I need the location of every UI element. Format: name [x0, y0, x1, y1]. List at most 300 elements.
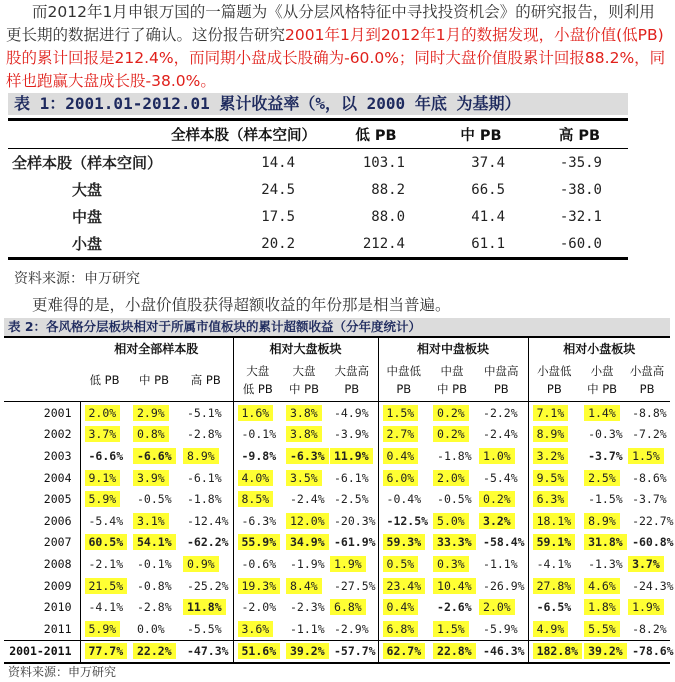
- table2-year: 2003: [43, 448, 72, 463]
- table2-value: 9.1%: [85, 470, 121, 486]
- table2-value: -2.9%: [334, 621, 369, 636]
- table1-header-all: 全样本股（样本空间）: [171, 128, 316, 144]
- cumulative-return-table: [8, 118, 628, 260]
- table2-value: 6.8%: [383, 621, 419, 637]
- table2-cell: [326, 424, 378, 446]
- table1-cell: -38.0: [559, 181, 602, 198]
- table2-cell: [378, 618, 429, 640]
- table2-cell: [282, 640, 326, 663]
- table2-title: 表 2：各风格分层板块相对于所属市值板块的累计超额收益（分年度统计）: [4, 318, 670, 336]
- table2-cell: [378, 488, 429, 510]
- table2-value: 23.4%: [383, 578, 426, 594]
- table2-cell: [80, 510, 129, 532]
- table2-value: 0.0%: [137, 621, 165, 636]
- table2-cell: [80, 488, 129, 510]
- table1-row: [8, 203, 628, 230]
- table2-year: 2002: [43, 427, 72, 442]
- table2-cell: [624, 618, 670, 640]
- table2-cell: [80, 532, 129, 554]
- table2-cell: [326, 618, 378, 640]
- table2-value: -3.7%: [632, 492, 667, 507]
- table2-value: 39.2%: [584, 643, 627, 659]
- table2-column-header: 低 PB: [89, 372, 120, 387]
- table2-cell: [429, 510, 475, 532]
- table2-cell: [580, 445, 624, 467]
- table2-cell: [429, 532, 475, 554]
- table2-cell: [129, 445, 179, 467]
- table2-value: 3.2%: [533, 448, 569, 464]
- table2-cell: [326, 510, 378, 532]
- table2-value: 4.6%: [584, 578, 620, 594]
- table2-value: 1.9%: [628, 599, 664, 615]
- table2-value: 11.9%: [330, 448, 373, 464]
- table2-value: 1.9%: [330, 556, 366, 572]
- table2-value: 1.6%: [238, 405, 274, 421]
- table2-year: 2009: [43, 578, 72, 593]
- table2-cell: [528, 575, 580, 597]
- table2-value: -78.6%: [632, 644, 674, 659]
- table2-cell: [624, 553, 670, 575]
- table2-value: -6.1%: [187, 470, 222, 485]
- table2-cell: [179, 575, 233, 597]
- table2-cell: [378, 553, 429, 575]
- table2-value: 60.5%: [85, 534, 128, 550]
- table2-column-header: 中盘 中 PB: [437, 363, 468, 396]
- table2-value: -6.3%: [241, 513, 277, 528]
- table2-cell: [528, 402, 580, 424]
- table2-cell: [378, 596, 429, 618]
- table2-value: 0.2%: [433, 426, 469, 442]
- table2-year: 2006: [43, 513, 72, 528]
- table2-value: 1.5%: [383, 405, 419, 421]
- table2-cell: [282, 575, 326, 597]
- table2-column-header: 小盘高 PB: [629, 363, 665, 396]
- table2-cell: [624, 488, 670, 510]
- table2-cell: [378, 532, 429, 554]
- table2-value: -0.6%: [241, 556, 277, 571]
- table2-cell: [429, 445, 475, 467]
- table2-value: 33.3%: [433, 534, 476, 550]
- table2-value: 2.0%: [85, 405, 121, 421]
- table2-cell: [326, 445, 378, 467]
- table2-value: 0.4%: [383, 599, 419, 615]
- table1-header-corner: [8, 120, 166, 149]
- table2-cell: [326, 467, 378, 489]
- table2-value: 5.9%: [85, 621, 121, 637]
- table2-cell: [233, 510, 282, 532]
- table2-row: [4, 640, 670, 663]
- table2-cell: [580, 596, 624, 618]
- table2-cell: [233, 467, 282, 489]
- table2-value: -0.8%: [137, 578, 172, 593]
- table2-cell: [429, 575, 475, 597]
- table2-value: 8.4%: [286, 578, 322, 594]
- table2-value: -25.2%: [187, 578, 229, 593]
- table2-cell: [624, 532, 674, 554]
- table2-value: 5.5%: [584, 621, 620, 637]
- table2-cell: [80, 618, 129, 640]
- table2-value: 1.5%: [628, 448, 664, 464]
- table2-cell: [580, 575, 624, 597]
- table1-row-label: 中盘: [71, 208, 102, 226]
- table1-cell: 17.5: [261, 208, 295, 225]
- table2-value: 1.0%: [479, 448, 515, 464]
- table2-corner: [4, 337, 80, 358]
- table2-cell: [326, 532, 378, 554]
- intro-highlight: 2001年1月到2012年1月的数据发现，小盘价值(低PB)股的累计回报是212.4%，而同期小盘成长股确为-60.0%；同时大盘价值股累计回报88.2%，同样也跑赢大盘成长股-38.0%。: [6, 26, 666, 90]
- table2-column-header: 中盘低 PB: [378, 358, 429, 402]
- table2-value: -20.3%: [334, 513, 376, 528]
- table2-value: -6.3%: [286, 448, 329, 464]
- table2-cell: [326, 640, 378, 663]
- table2-cell: [580, 510, 624, 532]
- table1-cell: 14.4: [261, 154, 295, 171]
- table2-cell: [129, 467, 179, 489]
- table2-group-header: 相对小盘板块: [528, 337, 670, 358]
- table2-value: 27.8%: [533, 578, 576, 594]
- table1-row-label: 全样本股（样本空间）: [11, 154, 162, 172]
- table1-cell: 41.4: [471, 208, 505, 225]
- table2-column-header: 高 PB: [190, 372, 221, 387]
- table2-cell: [129, 488, 179, 510]
- table2-cell: [429, 488, 475, 510]
- table2-cell: [528, 445, 580, 467]
- table1-title: 表 1：2001.01-2012.01 累计收益率（%，以 2000 年底 为基期）: [8, 93, 628, 115]
- table2-value: 9.5%: [533, 470, 569, 486]
- table2-row: [4, 596, 670, 618]
- table2-cell: [233, 488, 282, 510]
- table1-cell: 212.4: [362, 235, 405, 252]
- table2-year: 2001: [43, 405, 72, 420]
- table2-cell: [282, 445, 326, 467]
- table1-row: [8, 176, 628, 203]
- table2-value: 2.9%: [133, 405, 169, 421]
- table2-cell: [378, 467, 429, 489]
- second-paragraph: [6, 294, 670, 317]
- table2-value: 0.2%: [479, 491, 515, 507]
- table2-cell: [129, 532, 179, 554]
- table2-value: 10.4%: [433, 578, 476, 594]
- table2-value: 55.9%: [238, 534, 281, 550]
- table2-value: 6.8%: [330, 599, 366, 615]
- table2-cell: [233, 640, 282, 663]
- table2-value: -27.5%: [334, 578, 376, 593]
- table2-value: -58.4%: [483, 535, 525, 550]
- table2-cell: [528, 640, 580, 663]
- table2-cell: [378, 424, 429, 446]
- table2-cell: [282, 618, 326, 640]
- table2-source: 资料来源：申万研究: [8, 665, 117, 679]
- table2-value: 19.3%: [238, 578, 281, 594]
- table2-cell: [179, 618, 233, 640]
- table2-cell: [624, 467, 670, 489]
- table2-value: -6.1%: [334, 470, 369, 485]
- table1-cell: -32.1: [559, 208, 602, 225]
- table2-cell: [378, 402, 429, 424]
- table2-value: 0.2%: [433, 405, 469, 421]
- table2-value: -9.8%: [241, 448, 277, 463]
- table2-row: [4, 510, 670, 532]
- table2-value: 34.9%: [286, 534, 329, 550]
- table2-cell: [179, 596, 233, 618]
- table2-cell: [80, 553, 129, 575]
- table2-cell: [528, 488, 580, 510]
- table2-cell: [475, 510, 528, 532]
- table2-value: -1.1%: [483, 556, 518, 571]
- table1-row-label: 小盘: [71, 235, 102, 253]
- table2-value: -2.2%: [483, 405, 518, 420]
- table2-cell: [580, 488, 624, 510]
- table2-value: -0.1%: [137, 556, 172, 571]
- table2-year: 2007: [43, 535, 72, 550]
- table2-value: 2.0%: [433, 470, 469, 486]
- table2-cell: [129, 618, 179, 640]
- table2-value: -1.8%: [187, 492, 222, 507]
- table2-group-header: 相对全部样本股: [114, 341, 199, 356]
- table2-value: 1.4%: [584, 405, 620, 421]
- table2-value: -5.4%: [483, 470, 518, 485]
- table2-value: 8.9%: [183, 448, 219, 464]
- table2-cell: [326, 488, 378, 510]
- table2-cell: [282, 510, 326, 532]
- table2-value: 3.8%: [286, 405, 322, 421]
- table2-cell: [528, 553, 580, 575]
- table2-value: -6.5%: [536, 600, 572, 615]
- table2-value: 2.7%: [383, 426, 419, 442]
- table1-cell: 24.5: [261, 181, 295, 198]
- table2-cell: [326, 575, 378, 597]
- table2-row: [4, 467, 670, 489]
- table2-column-row: [4, 358, 670, 402]
- table2-column-header: 大盘高 PB: [334, 363, 370, 396]
- table2-cell: [580, 640, 624, 663]
- table2-cell: [624, 424, 670, 446]
- table2-cell: [429, 402, 475, 424]
- table2-cell: [475, 445, 528, 467]
- table2-cell: [475, 553, 528, 575]
- table2-value: 77.7%: [85, 643, 128, 659]
- table2-value: 59.1%: [533, 534, 576, 550]
- table2-cell: [378, 575, 429, 597]
- table2-column-header: 小盘低 PB: [528, 358, 580, 402]
- table2-cell: [179, 510, 233, 532]
- table2-value: 22.8%: [433, 643, 476, 659]
- table2-value: 7.1%: [533, 405, 569, 421]
- table2-value: 3.6%: [238, 621, 274, 637]
- table1-header-row: [8, 120, 628, 149]
- table2-cell: [624, 575, 674, 597]
- table2-value: -1.8%: [437, 448, 472, 463]
- table2-value: -61.9%: [334, 535, 376, 550]
- table1-cell: 103.1: [362, 154, 405, 171]
- table2-row: [4, 424, 670, 446]
- table2-cell: [326, 553, 378, 575]
- table1-cell: -35.9: [559, 154, 602, 171]
- table2-row: [4, 618, 670, 640]
- table2-value: -1.1%: [290, 621, 325, 636]
- table2-value: 3.5%: [286, 470, 322, 486]
- table2-cell: [80, 424, 129, 446]
- table2-cell: [580, 467, 624, 489]
- table2-cell: [378, 510, 429, 532]
- table2-value: 11.8%: [183, 599, 226, 615]
- table1-cell: 20.2: [261, 235, 295, 252]
- table2-row: [4, 402, 670, 424]
- table2-cell: [179, 402, 233, 424]
- table2-cell: [580, 402, 624, 424]
- table2-cell: [528, 424, 580, 446]
- table2-value: -7.2%: [632, 427, 667, 442]
- table2-row: [4, 488, 670, 510]
- table2-cell: [378, 445, 429, 467]
- table1-row-label: 大盘: [71, 181, 102, 199]
- table2-column-header: 小盘 中 PB: [587, 363, 618, 396]
- table2-cell: [233, 575, 282, 597]
- table2-value: 62.7%: [383, 643, 426, 659]
- table2-cell: [179, 532, 233, 554]
- table2-cell: [580, 618, 624, 640]
- table2-value: -1.5%: [588, 492, 623, 507]
- table2-cell: [528, 596, 580, 618]
- table2-value: -6.6%: [88, 448, 124, 463]
- table2-year: 2011: [43, 621, 72, 636]
- table2-value: -47.3%: [187, 644, 229, 659]
- table2-cell: [475, 618, 528, 640]
- table2-value: 3.1%: [133, 513, 169, 529]
- table2-value: -8.2%: [632, 621, 667, 636]
- table2-cell: [179, 467, 233, 489]
- table2-value: 5.0%: [433, 513, 469, 529]
- table2-year: 2001-2011: [4, 640, 80, 663]
- table2-value: -2.8%: [137, 600, 172, 615]
- table1-row: [8, 149, 628, 177]
- table2-value: -5.9%: [483, 621, 518, 636]
- table2-value: -22.7%: [632, 513, 674, 528]
- table2-value: 8.9%: [533, 426, 569, 442]
- table1-cell: 88.0: [371, 208, 405, 225]
- table2-cell: [282, 488, 326, 510]
- table2-cell: [80, 596, 129, 618]
- table1-source: 资料来源：申万研究: [14, 271, 140, 287]
- table2-value: 3.8%: [286, 426, 322, 442]
- table2-group-row: [4, 337, 670, 358]
- table2-corner-2: [4, 358, 80, 402]
- table1-cell: 37.4: [471, 154, 505, 171]
- table2-value: 54.1%: [133, 534, 176, 550]
- table2-value: 0.9%: [183, 556, 219, 572]
- table2-cell: [179, 553, 233, 575]
- table2-cell: [475, 402, 528, 424]
- table2-cell: [179, 488, 233, 510]
- table2-cell: [326, 596, 378, 618]
- table2-value: 5.9%: [85, 491, 121, 507]
- table2-value: -0.4%: [386, 492, 422, 507]
- table2-value: 1.8%: [584, 599, 620, 615]
- table2-value: -2.6%: [437, 600, 472, 615]
- table2-value: 51.6%: [238, 643, 281, 659]
- table2-value: -1.3%: [588, 556, 623, 571]
- table2-value: -2.0%: [241, 600, 277, 615]
- table1-cell: 88.2: [371, 181, 405, 198]
- table2-cell: [282, 402, 326, 424]
- table2-year: 2004: [43, 470, 72, 485]
- table2-column-header: 中盘高 PB: [484, 363, 519, 396]
- table2-value: -0.5%: [437, 492, 472, 507]
- table2-cell: [80, 575, 129, 597]
- table2-year: 2005: [43, 492, 72, 507]
- table2-cell: [179, 445, 233, 467]
- table2-value: -3.9%: [334, 427, 369, 442]
- table2-cell: [282, 424, 326, 446]
- table2-cell: [429, 640, 475, 663]
- table2-value: 18.1%: [533, 513, 576, 529]
- table2-cell: [475, 467, 528, 489]
- table1-header-high-pb: 高 PB: [558, 128, 601, 144]
- table1-header-low-pb: 低 PB: [355, 128, 397, 144]
- table2-cell: [475, 596, 528, 618]
- table2-value: -24.3%: [632, 578, 674, 593]
- table2-value: -5.4%: [88, 513, 124, 528]
- table2-row: [4, 532, 670, 554]
- table2-value: 6.3%: [533, 491, 569, 507]
- table2-cell: [233, 618, 282, 640]
- table2-value: -46.3%: [483, 644, 525, 659]
- table2-cell: [282, 467, 326, 489]
- table2-value: -4.9%: [334, 405, 369, 420]
- table2-cell: [580, 424, 624, 446]
- table1-cell: 66.5: [471, 181, 505, 198]
- table2-value: -1.9%: [290, 556, 325, 571]
- table2-cell: [429, 553, 475, 575]
- table2-value: 21.5%: [85, 578, 128, 594]
- table2-cell: [429, 424, 475, 446]
- excess-return-table: [4, 336, 674, 664]
- table2-cell: [429, 467, 475, 489]
- table2-cell: [580, 532, 624, 554]
- table2-cell: [528, 532, 580, 554]
- table2-value: 3.2%: [479, 513, 515, 529]
- table2-cell: [475, 532, 528, 554]
- table2-cell: [378, 640, 429, 663]
- table2-value: 22.2%: [133, 643, 176, 659]
- table1-cell: -60.0: [559, 235, 602, 252]
- table2-value: -0.3%: [588, 427, 623, 442]
- table2-cell: [233, 424, 282, 446]
- second-paragraph-text: 更难得的是，小盘价值股获得超额收益的年份那是相当普遍。: [32, 296, 451, 314]
- table2-cell: [179, 640, 233, 663]
- table2-column-header: 大盘 中 PB: [289, 363, 319, 396]
- table2-cell: [475, 424, 528, 446]
- table2-value: 2.5%: [584, 470, 620, 486]
- table2-cell: [282, 596, 326, 618]
- table2-value: 8.5%: [238, 491, 274, 507]
- table2-value: 6.0%: [383, 470, 419, 486]
- table2-cell: [624, 510, 674, 532]
- table2-value: 59.3%: [383, 534, 426, 550]
- table2-cell: [129, 402, 179, 424]
- table2-value: 12.0%: [286, 513, 329, 529]
- table2-year: 2010: [43, 600, 72, 615]
- table2-cell: [475, 488, 528, 510]
- table2-year: 2008: [43, 556, 72, 571]
- table2-cell: [528, 618, 580, 640]
- table2-cell: [233, 532, 282, 554]
- table2-value: -57.7%: [334, 644, 376, 659]
- table2-cell: [475, 575, 528, 597]
- table2-value: -2.1%: [88, 556, 124, 571]
- table2-value: -5.1%: [187, 405, 222, 420]
- intro-text: 而2012年1月申银万国的一篇题为《从分层风格特征中寻找投资机会》的研究报告，则利用更长期的数据进行了确认。这份报告研究: [6, 3, 655, 44]
